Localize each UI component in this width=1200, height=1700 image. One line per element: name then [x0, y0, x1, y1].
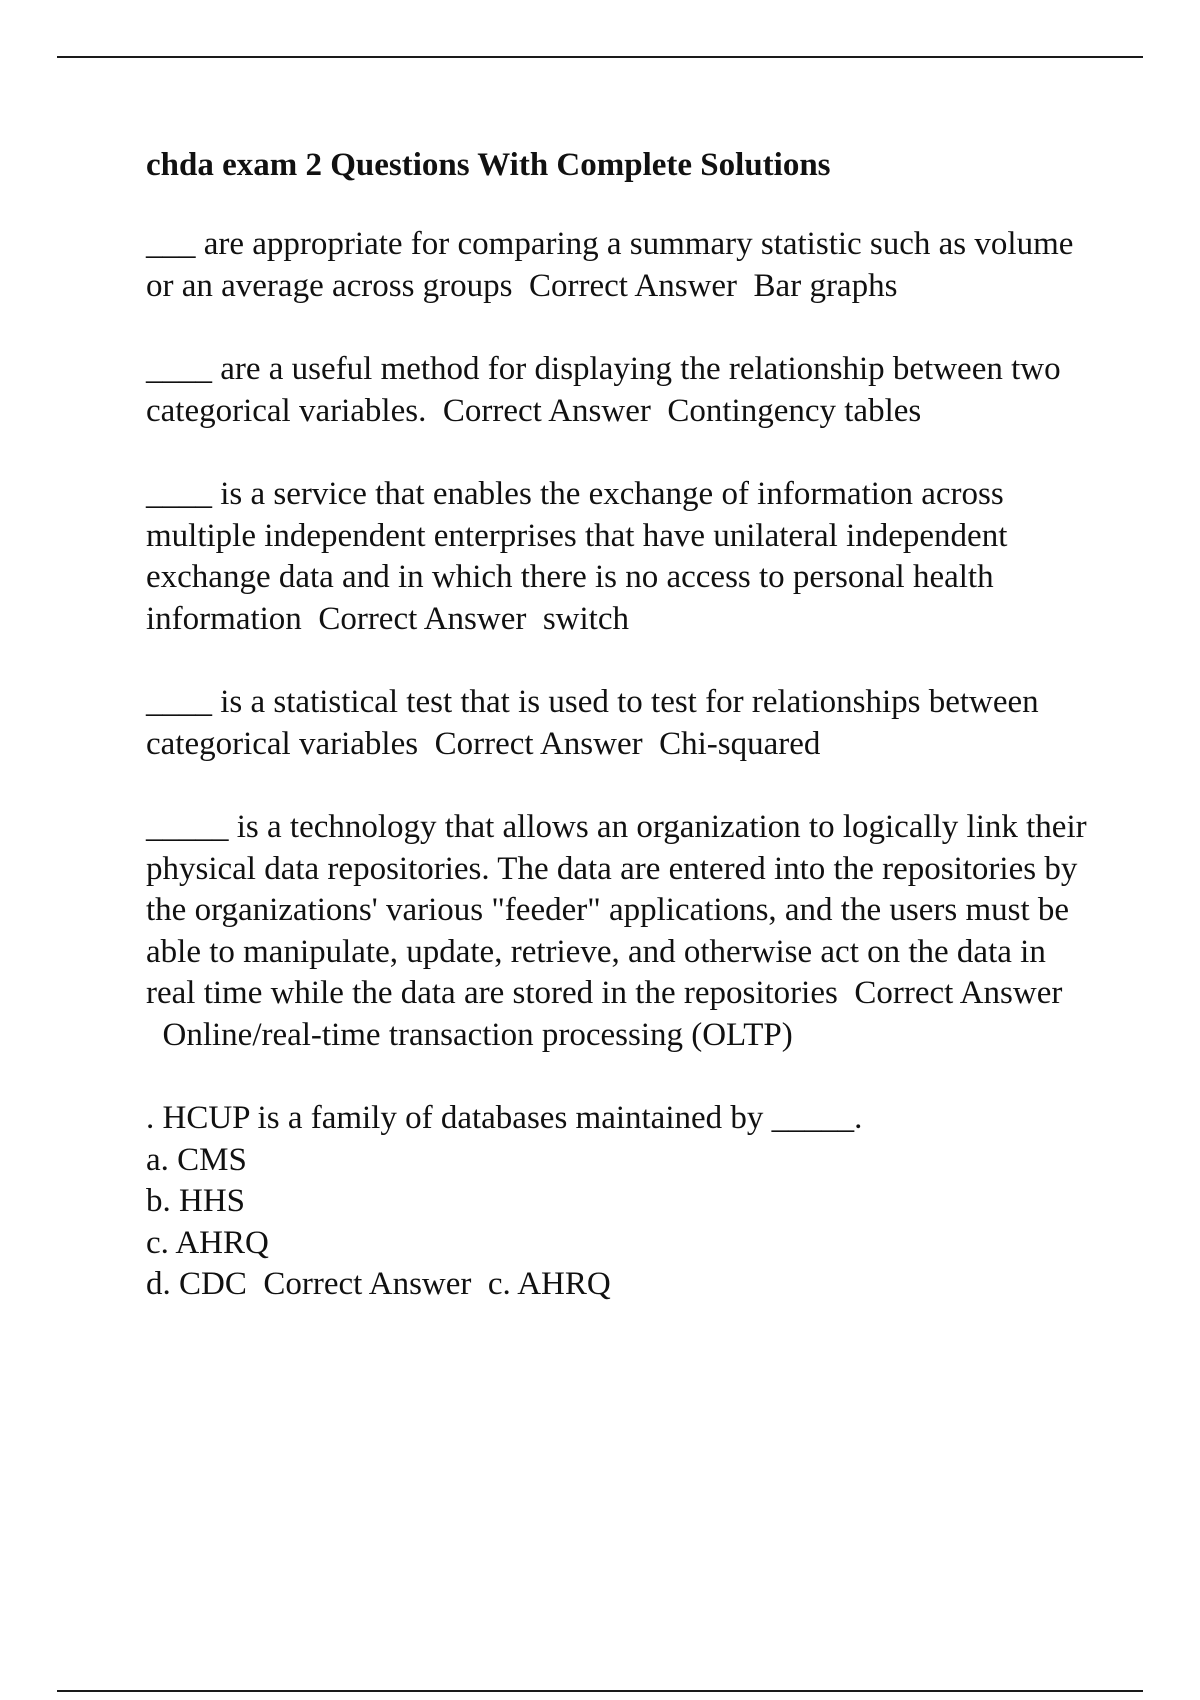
- question-text: ____ are a useful method for displaying the relationship between two categorical variables.: [146, 351, 1061, 429]
- question-text: ___ are appropriate for comparing a summary statistic such as volume or an average across groups: [146, 226, 1074, 304]
- question-text: ____ is a service that enables the exchange of information across multiple independent enterprises that have unilateral independent exchange data and in which there is no access to personal health information: [146, 476, 1008, 637]
- mc-question-text: . HCUP is a family of databases maintained by _____.: [146, 1100, 863, 1136]
- mc-option-c: c. AHRQ: [146, 1224, 269, 1261]
- correct-answer-label: Correct Answer: [529, 267, 738, 304]
- qa-item-5: [146, 807, 1091, 1056]
- mc-option-d: d. CDC: [146, 1266, 247, 1302]
- correct-answer-label: Correct Answer: [854, 975, 1063, 1011]
- correct-answer-label: Correct Answer: [318, 600, 527, 637]
- mc-option-d-line: [146, 1264, 1091, 1306]
- answer-text: Online/real-time transaction processing (OLTP): [162, 1016, 793, 1053]
- qa-item-multiple-choice: [146, 1098, 1091, 1306]
- correct-answer-label: Correct Answer: [434, 725, 643, 762]
- qa-item-4: [146, 682, 1091, 765]
- correct-answer-label: Correct Answer: [442, 392, 651, 429]
- answer-text: Contingency tables: [667, 392, 922, 429]
- question-text: _____ is a technology that allows an organization to logically link their physical data repositories. The data are entered into the repositories by the organizations' various "feeder" applications, and the users must be able to manipulate, update, retrieve, and otherwise act on the data in real time while the data are stored in the repositories: [146, 809, 1087, 1011]
- answer-text: Bar graphs: [753, 267, 898, 304]
- answer-text: switch: [542, 600, 630, 637]
- bottom-rule: [57, 1690, 1143, 1692]
- correct-answer-label: Correct Answer: [263, 1266, 472, 1302]
- qa-item-3: [146, 474, 1091, 640]
- mc-option-a: a. CMS: [146, 1141, 247, 1178]
- answer-text: Chi-squared: [659, 725, 821, 762]
- mc-option-b: b. HHS: [146, 1183, 246, 1219]
- top-rule: [57, 56, 1143, 58]
- document-title: chda exam 2 Questions With Complete Solutions: [146, 147, 831, 183]
- qa-item-2: [146, 349, 1091, 432]
- document-body: [146, 144, 1091, 1348]
- question-text: ____ is a statistical test that is used to test for relationships between categorical variables: [146, 684, 1039, 762]
- mc-answer-text: c. AHRQ: [487, 1266, 611, 1302]
- qa-item-1: [146, 224, 1091, 307]
